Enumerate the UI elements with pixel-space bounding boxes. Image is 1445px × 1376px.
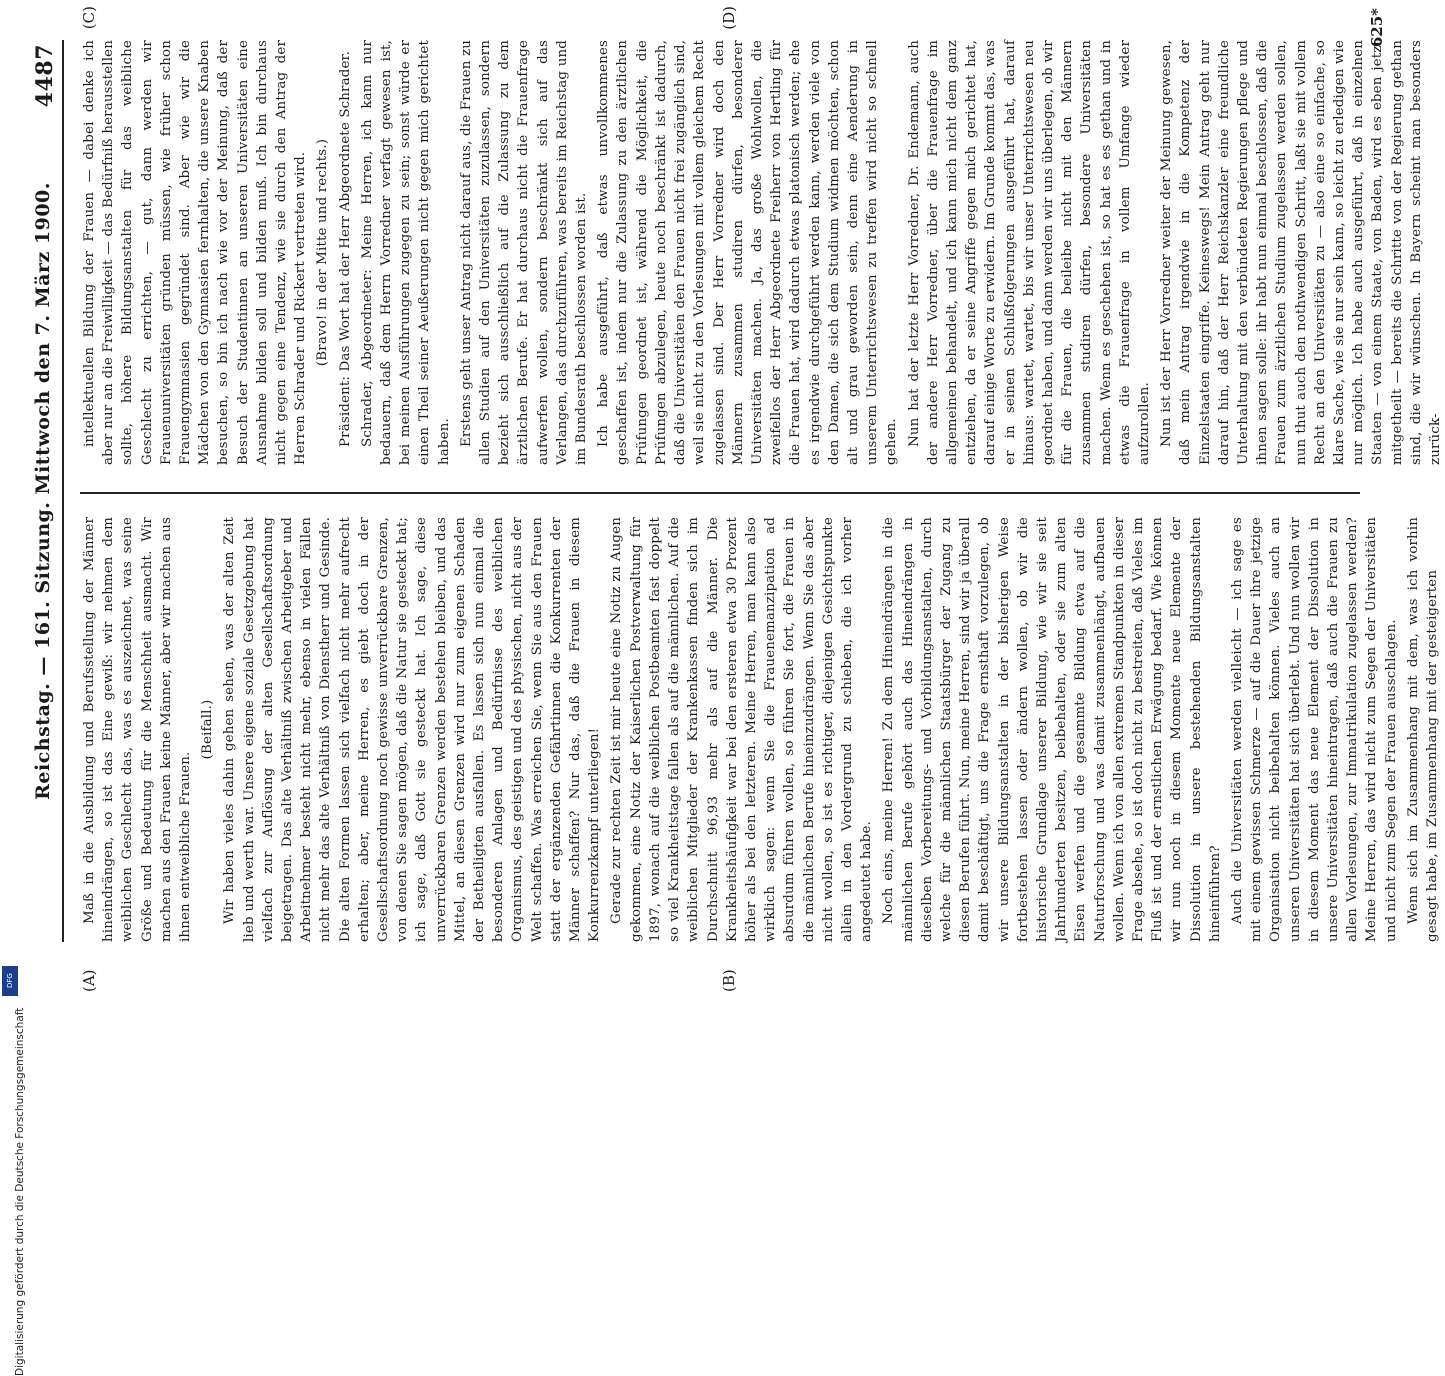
speaker-paragraph: Schrader, Abgeordneter: Meine Herren, ich kann nur bedauern, daß dem Herrn Vorredner verfagt gewesen ist, bei meinen Ausführungen zugegen zu sein; sonst würde er einen Theil seiner Aeußerungen nicht gegen mich gerichtet haben. — [359, 40, 452, 465]
paragraph: Erstens geht unser Antrag nicht darauf aus, die Frauen zu allen Studien auf den Universitäten zuzulassen, sondern bezieht sich ausschließlich auf die Zulassung zu dem ärztlichen Berufe. Er hat durchaus nicht die Frauenfrage aufwerfen wollen, sondern beschränkt sich auf das Verlangen, das durchzuführen, was bereits im Reichstag und im Bundesrath beschlossen worden ist. — [458, 40, 590, 465]
right-column — [80, 40, 1444, 465]
paragraph: Gerade zur rechten Zeit ist mir heute eine Notiz zu Augen gekommen, eine Notiz der Kaiserlichen Postverwaltung für 1897, wonach auf die weiblichen Postbeamten fast doppelt so viel Krankheitstage fallen als auf die männlichen. Auf die weiblichen Mitglieder der Krankenkassen finden sich im Durchschnitt 96,93 mehr als auf die Männer. Die Krankheitshäufigkeit war bei den ersteren etwa 30 Prozent höher als bei den letzteren. Meine Herren, man kann also wirklich sagen: wenn Sie die Frauenemanzipation ad absurdum führen wollen, so führen Sie fort, die Frauen in die männlichen Berufe hineinzudrängen. Wenn Sie das aber nicht wollen, so ist es richtiger, diejenigen Gesichtspunkte allein in den Vordergrund zu schieben, die ich vorher angedeutet habe. — [609, 517, 875, 942]
margin-mark-a: (A) — [80, 969, 98, 992]
margin-mark-b: (B) — [720, 969, 738, 992]
left-column — [80, 517, 1441, 942]
dfg-logo: DFG — [2, 966, 18, 996]
paragraph: Maß in die Ausbildung und Berufsstellung der Männer hineindrängen, so ist das Eine gewiß: wir nehmen dem weiblichen Geschlecht das, was es auszeichnet, was seine Größe und Bedeutung für die Menschheit ausmacht. Wir machen aus den Frauen keine Männer, aber wir machen aus ihnen entweibliche Frauen. — [82, 517, 194, 942]
text-columns — [80, 40, 1444, 942]
signature-mark: 625* — [1368, 8, 1386, 48]
interjection: (Bravo! in der Mitte und rechts.) — [315, 138, 331, 367]
paragraph: intellektuellen Bildung der Frauen — dabei denke ich aber nur an die Freiwilligkeit — das Bedürfniß herausstellen sollte, höhere Bildungsanstalten für das weibliche Geschlecht zu errichten, — gut, dann werden wir Frauenuniversitäten gründen müssen, wie früher schon Frauengymnasien gegründet sind. Aber wie wir die Mädchen von den Gymnasien fernhalten, die unsere Knaben besuchen, so bin ich nach wie vor der Meinung, daß der Besuch der Studentinnen an unseren Universitäten eine Ausnahme bilden soll und bilden muß. Ich bin durchaus nicht gegen eine Tendenz, wie sie durch den Antrag der Herren Schrader und Rickert vertreten wird. — [82, 40, 309, 465]
paragraph: Wir haben vieles dahin gehen sehen, was der alten Zeit lieb und werth war. Unsere eigene soziale Gesetzgebung hat vielfach zur Auflösung der alten Gesellschaftsordnung beigetragen. Das alte Verhältniß zwischen Arbeitgeber und Arbeitnehmer besteht nicht mehr, ebenso in vielen Fällen nicht mehr das alte Verhältniß von Dienstherr und Gesinde. Die alten Formen lassen sich vielfach nicht mehr aufrecht erhalten; aber, meine Herren, es giebt doch in der Gesellschaftsordnung noch gewisse unverrückbare Grenzen, von denen Sie sagen mögen, daß die Natur sie gesteckt hat; ich sage, daß Gott sie gesteckt hat. Ich sage, diese unverrückbaren Grenzen werden bestehen bleiben, und das Mittel, an diesen Grenzen wird nur zum eigenen Schaden der Betheiligten ausfallen. Es lassen sich nun einmal die besonderen Anlagen und Bedürfnisse des weiblichen Organismus, des geistigen und des physischen, nicht aus der Welt schaffen. Was erreichen Sie, wenn Sie aus den Frauen statt der ergänzenden Gefährtinnen die Konkurrenten der Männer schaffen? Nur das, daß die Frauen in diesem Konkurrenzkampf unterliegen! — [222, 517, 603, 942]
paragraph: Ich habe ausgeführt, daß etwas unvollkommenes geschaffen ist, indem nur die Zulassung zu den ärztlichen Prüfungen geordnet ist, während die Möglichkeit, die Prüfungen abzulegen, heute noch beschränkt ist dadurch, daß die Universitäten den Frauen nicht frei zugänglich sind, weil sie nicht zu den Vorlesungen mit vollem gleichem Recht zugelassen sind. Der Herr Vorredner wird doch den Männern zusammen studiren dürfen, besonderer Universitäten machen. Ja, das große Wohlwollen, die zweifellos der Herr Abgeordnete Freiherr von Hertling für die Frauen hat, wird dadurch etwas platonisch werden; ehe es irgendwie durchgeführt werden kann, werden viele von den Damen, die sich dem Studium widmen möchten, schon alt und grau geworden sein, denn eine Aenderung in unserem Unterrichtswesen zu treffen wird nicht so schnell gehen. — [596, 40, 900, 465]
page-number: 4487 — [32, 44, 58, 108]
paragraph: Wenn sich im Zusammenhang mit dem, was ich vorhin gesagt habe, im Zusammenhang mit der gesteigerten — [1405, 517, 1441, 942]
funding-note-text: Digitalisierung gefördert durch die Deutsche Forschungsgemeinschaft — [14, 1007, 26, 1376]
interjection: (Beifall.) — [200, 699, 216, 760]
paragraph: Nun ist der Herr Vorredner weiter der Meinung gewesen, daß mein Antrag irgendwie in die Kompetenz der Einzelstaaten eingriffe. Keineswegs! Mein Antrag geht nur darauf hin, daß der Herr Reichskanzler eine freundliche Unterhaltung mit den verbündeten Regierungen pflege und ihnen sagen solle: ihr habt nun einmal beschlossen, daß die Frauen zum ärztlichen Studium zugelassen werden sollen, nun thut auch den nothwendigen Schritt, laßt sie mit vollem Recht an den Universitäten zu — also eine so einfache, so klare Sache, wie sie nur sein kann, so leicht zu erledigen wie nur möglich. Ich habe auch ausgeführt, daß in einzelnen Staaten — von einem Staate, von Baden, wird es eben jetzt mitgetheilt — bereits die Schritte von der Regierung gethan sind, die wir wünschen. In Bayern scheint man besonders zurück- — [1159, 40, 1444, 465]
paragraph: Auch die Universitäten werden vielleicht — ich sage es mit einem gewissen Schmerze — auf die Dauer ihre jetzige Organisation nicht beibehalten können. Vieles auch an unseren Universitäten hat sich überlebt. Und nun wollen wir in diesem Moment das neue Element der Dissolution in unsere Universitäten hineintragen, daß auch die Frauen zu allen Vorlesungen, zur Immatrikulation zugelassen werden? Meine Herren, das wird nicht zum Segen der Universitäten und nicht zum Segen der Frauen ausschlagen. — [1229, 517, 1399, 942]
margin-mark-d: (D) — [720, 6, 738, 30]
margin-mark-c: (C) — [80, 6, 98, 30]
paragraph: Nun hat der letzte Herr Vorredner, Dr. Endemann, auch der andere Herr Vorredner, über die Frauenfrage im allgemeinen behandelt, und ich kann mich nicht dem ganz entziehen, da er seine Angriffe gegen mich gerichtet hat, darauf einige Worte zu erwidern. Im Grunde kommt das, was er in seinen Schlußfolgerungen ausgeführt hat, darauf hinaus: wartet, wartet, bis wir unser Unterrichtswesen neu geordnet haben, und dann werden wir uns überlegen, ob wir für die Frauen, die beileibe nicht mit den Männern zusammen studiren dürfen, besondere Universitäten machen. Wenn es geschehen ist, so hat es es gethan und in etwas die Frauenfrage in vollem Umfange wieder aufzurollen. — [906, 40, 1152, 465]
page-title: Reichstag. — 161. Sitzung. Mittwoch den 7. März 1900. — [32, 182, 54, 800]
column-divider — [80, 492, 1360, 494]
page-header — [26, 40, 64, 942]
paragraph: Noch eins, meine Herren! Zu dem Hineindrängen in die männlichen Berufe gehört auch das Hineindrängen in dieselben Vorbereitungs- und Vorbildungsanstalten, durch welche für die männlichen Staatsbürger der Zugang zu diesen Berufen führt. Nun, meine Herren, sind wir ja überall damit beschäftigt, uns die Frage ernsthaft vorzulegen, ob wir unsere Bildungsanstalten in der bisherigen Weise fortbestehen lassen oder ändern wollen, ob wir die historische Grundlage unserer Bildung, wie wir sie seit Jahrhunderten besitzen, beibehalten, oder sie zum alten Eisen werfen und die gesammte Bildung etwa auf die Naturforschung und was damit zusammenhängt, aufbauen wollen. Wenn ich von allen extremen Standpunkten in dieser Frage absehe, so ist doch nicht zu bestreiten, daß Vieles im Fluß ist und der ernstlichen Erwägung bedarf. Wie können wir nun noch in diesem Momente neue Elemente der Dissolution in unsere bestehenden Bildungsanstalten hineinführen? — [881, 517, 1223, 942]
speaker-paragraph: Präsident: Das Wort hat der Herr Abgeordnete Schrader. — [337, 50, 353, 447]
